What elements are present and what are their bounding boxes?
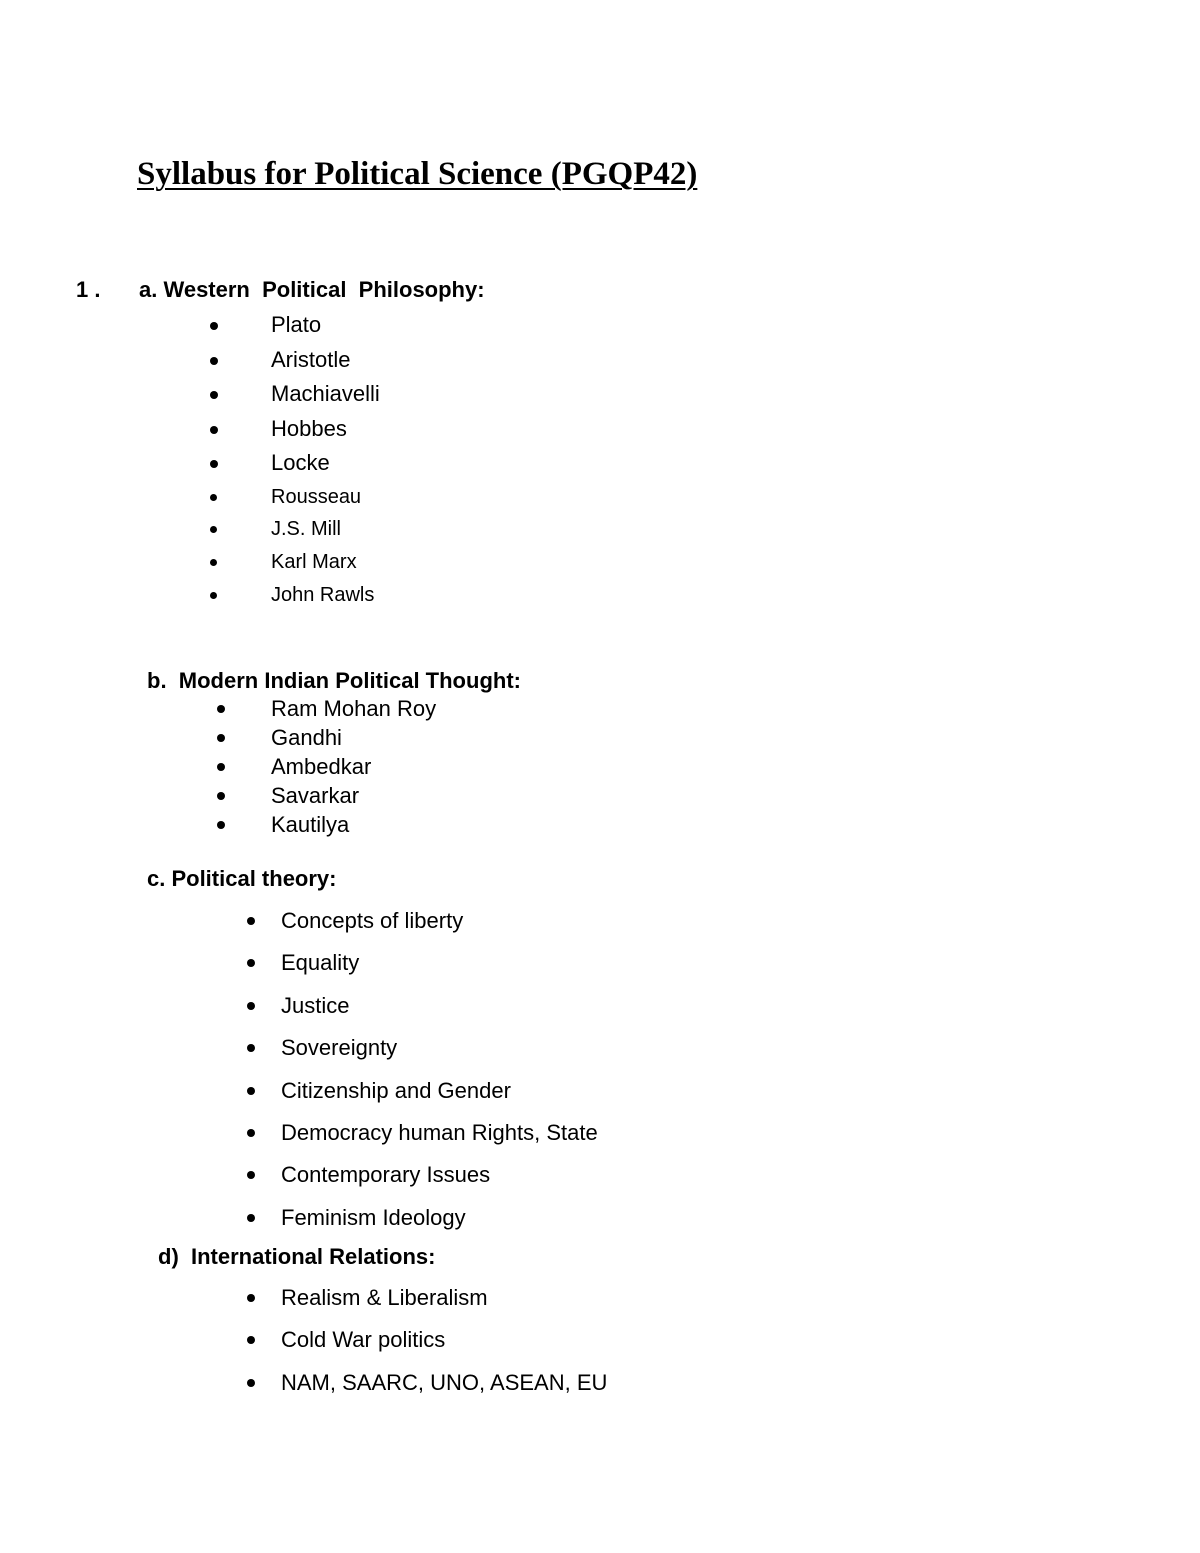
bullet-icon bbox=[247, 1336, 255, 1344]
bullet-icon bbox=[210, 426, 218, 434]
bullet-icon bbox=[217, 792, 225, 800]
list-item-label: Kautilya bbox=[271, 812, 350, 837]
bullet-icon bbox=[247, 1087, 255, 1095]
bullet-icon bbox=[247, 1044, 255, 1052]
list-item-label: Cold War politics bbox=[281, 1327, 446, 1353]
bullet-icon bbox=[247, 1002, 255, 1010]
list-item-label: Aristotle bbox=[271, 346, 351, 372]
list-item-label: Plato bbox=[271, 312, 322, 337]
list-item bbox=[271, 377, 380, 412]
bullet-icon bbox=[210, 559, 217, 566]
list-item bbox=[271, 579, 380, 612]
list-item-label: Ram Mohan Roy bbox=[271, 696, 437, 721]
bullet-icon bbox=[247, 917, 255, 925]
list-item bbox=[271, 513, 380, 546]
list-item bbox=[281, 985, 598, 1027]
list-item bbox=[271, 481, 380, 514]
list-item-label: Democracy human Rights, State bbox=[281, 1119, 598, 1145]
list-item-label: Concepts of liberty bbox=[281, 908, 464, 933]
list-item-label: Justice bbox=[281, 992, 350, 1018]
list-item bbox=[271, 723, 436, 752]
bullet-icon bbox=[210, 391, 218, 399]
list-item-label: Karl Marx bbox=[271, 550, 357, 573]
bullet-icon bbox=[210, 322, 218, 330]
list-item-label: Realism & Liberalism bbox=[281, 1285, 488, 1310]
list-item-label: J.S. Mill bbox=[271, 518, 341, 541]
list-item bbox=[271, 694, 436, 723]
list-item-label: Equality bbox=[281, 950, 360, 976]
list-item bbox=[271, 446, 380, 481]
list-item-label: Rousseau bbox=[271, 485, 362, 508]
bullet-icon bbox=[210, 592, 217, 599]
bullet-icon bbox=[247, 1171, 255, 1179]
bullet-icon bbox=[247, 1294, 255, 1302]
section-number: 1 . bbox=[76, 277, 101, 302]
section-heading-modern-indian-political-thought: b. Modern Indian Political Thought: bbox=[147, 668, 521, 693]
list-item bbox=[281, 1154, 598, 1196]
list-item-label: Citizenship and Gender bbox=[281, 1077, 511, 1103]
list-item bbox=[281, 900, 598, 942]
bullet-icon bbox=[217, 821, 225, 829]
bullet-icon bbox=[247, 1379, 255, 1387]
list-item bbox=[281, 1070, 598, 1112]
section-heading-western-political-philosophy: a. Western Political Philosophy: bbox=[139, 277, 485, 302]
document-title: Syllabus for Political Science (PGQP42) bbox=[137, 156, 698, 192]
list-item bbox=[281, 1277, 607, 1319]
list-item-label: Gandhi bbox=[271, 725, 342, 750]
list-item bbox=[281, 1112, 598, 1154]
bullet-icon bbox=[210, 526, 217, 533]
political-theory-list bbox=[281, 900, 598, 1239]
list-item-label: John Rawls bbox=[271, 583, 375, 606]
list-item bbox=[271, 781, 436, 810]
bullet-icon bbox=[247, 1214, 255, 1222]
section-heading-political-theory: c. Political theory: bbox=[147, 866, 337, 891]
section-heading-international-relations: d) International Relations: bbox=[158, 1244, 436, 1269]
list-item bbox=[281, 1027, 598, 1069]
list-item bbox=[281, 942, 598, 984]
western-philosophy-list bbox=[271, 308, 380, 611]
list-item-label: Ambedkar bbox=[271, 754, 372, 779]
list-item bbox=[271, 546, 380, 579]
list-item bbox=[271, 412, 380, 447]
bullet-icon bbox=[217, 705, 225, 713]
international-relations-list bbox=[281, 1277, 607, 1404]
list-item-label: Locke bbox=[271, 450, 330, 475]
list-item-label: Sovereignty bbox=[281, 1035, 398, 1061]
bullet-icon bbox=[210, 357, 218, 365]
indian-thought-list bbox=[271, 694, 436, 839]
list-item bbox=[271, 810, 436, 839]
list-item-label: Contemporary Issues bbox=[281, 1162, 491, 1188]
list-item bbox=[281, 1319, 607, 1361]
list-item bbox=[271, 752, 436, 781]
list-item-label: Machiavelli bbox=[271, 381, 380, 406]
list-item-label: NAM, SAARC, UNO, ASEAN, EU bbox=[281, 1369, 608, 1395]
bullet-icon bbox=[247, 1129, 255, 1137]
list-item-label: Hobbes bbox=[271, 415, 347, 441]
list-item-label: Savarkar bbox=[271, 783, 360, 808]
bullet-icon bbox=[217, 734, 225, 742]
list-item-label: Feminism Ideology bbox=[281, 1204, 466, 1230]
bullet-icon bbox=[247, 959, 255, 967]
bullet-icon bbox=[210, 460, 218, 468]
bullet-icon bbox=[217, 763, 225, 771]
list-item bbox=[271, 343, 380, 378]
list-item bbox=[271, 308, 380, 343]
list-item bbox=[281, 1197, 598, 1239]
list-item bbox=[281, 1362, 607, 1404]
bullet-icon bbox=[210, 494, 217, 501]
